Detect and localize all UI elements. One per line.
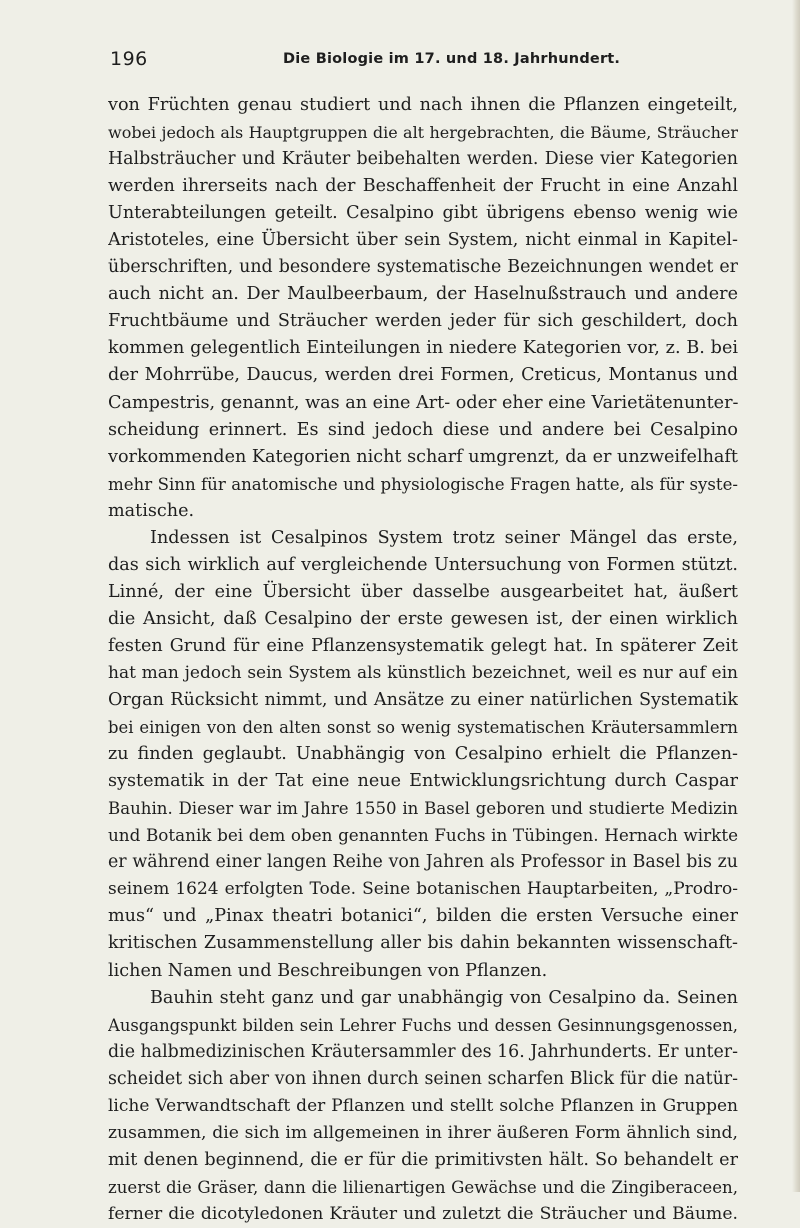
paragraph-start-line: Bauhin steht ganz und gar unabhängig von Cesalpino da. Seinen — [150, 987, 738, 1008]
text-line: Unterabteilungen geteilt. Cesalpino gibt übrigens ebenso wenig wie — [108, 203, 738, 224]
text-line: Linné, der eine Übersicht über dasselbe ausgearbeitet hat, äußert — [108, 581, 738, 602]
text-line: auch nicht an. Der Maulbeerbaum, der Haselnußstrauch und andere — [108, 284, 738, 305]
text-line: zu finden geglaubt. Unabhängig von Cesalpino erhielt die Pflanzen- — [108, 744, 738, 765]
text-line: liche Verwandtschaft der Pflanzen und stellt solche Pflanzen in Gruppen — [108, 1095, 738, 1116]
paragraph-end-line: matische. — [108, 500, 195, 521]
text-line: Aristoteles, eine Übersicht über sein System, nicht einmal in Kapitel- — [108, 230, 738, 251]
text-line: scheidet sich aber von ihnen durch seinen scharfen Blick für die natür- — [108, 1068, 738, 1089]
text-line: und Botanik bei dem oben genannten Fuchs in Tübingen. Hernach wirkte — [108, 825, 738, 846]
text-line: bei einigen von den alten sonst so wenig systematischen Kräutersammlern — [108, 718, 738, 738]
text-line: Campestris, genannt, was an eine Art- oder eher eine Varietätenunter- — [108, 392, 738, 413]
text-line: zuerst die Gräser, dann die lilienartigen Gewächse und die Zingiberaceen, — [108, 1177, 738, 1197]
text-line: kritischen Zusammenstellung aller bis dahin bekannten wissenschaft- — [108, 933, 738, 954]
text-line: wobei jedoch als Hauptgruppen die alt hergebrachten, die Bäume, Sträucher — [108, 123, 738, 143]
text-line: er während einer langen Reihe von Jahren als Professor in Basel bis zu — [108, 852, 738, 873]
text-line: werden ihrerseits nach der Beschaffenheit der Frucht in eine Anzahl — [108, 176, 738, 197]
text-line: das sich wirklich auf vergleichende Untersuchung von Formen stützt. — [108, 554, 738, 575]
page-edge-shadow — [792, 0, 800, 1192]
text-line: Fruchtbäume und Sträucher werden jeder für sich geschildert, doch — [108, 311, 738, 332]
text-line: zusammen, die sich im allgemeinen in ihrer äußeren Form ähnlich sind, — [108, 1122, 738, 1143]
text-line: von Früchten genau studiert und nach ihnen die Pflanzen eingeteilt, — [108, 95, 738, 115]
text-line: Bauhin. Dieser war im Jahre 1550 in Basel geboren und studierte Medizin — [108, 799, 738, 819]
text-line: die halbmedizinischen Kräutersammler des 16. Jahrhunderts. Er unter- — [108, 1041, 738, 1062]
text-line: systematik in der Tat eine neue Entwicklungsrichtung durch Caspar — [108, 771, 738, 792]
text-line: festen Grund für eine Pflanzensystematik gelegt hat. In späterer Zeit — [108, 635, 738, 656]
body-text — [108, 92, 738, 1228]
text-line: mit denen beginnend, die er für die primitivsten hält. So behandelt er — [108, 1149, 738, 1170]
text-line: überschriften, und besondere systematische Bezeichnungen wendet er — [108, 257, 738, 278]
paragraph-start-line: Indessen ist Cesalpinos System trotz seiner Mängel das erste, — [150, 527, 738, 548]
text-line: Organ Rücksicht nimmt, und Ansätze zu einer natürlichen Systematik — [108, 690, 738, 711]
text-line: ferner die dicotyledonen Kräuter und zuletzt die Sträucher und Bäume. — [108, 1203, 738, 1224]
text-line: Halbsträucher und Kräuter beibehalten werden. Diese vier Kategorien — [108, 149, 738, 170]
text-line: mehr Sinn für anatomische und physiologische Fragen hatte, als für syste- — [108, 474, 738, 494]
text-line: mus“ und „Pinax theatri botanici“, bilden die ersten Versuche einer — [108, 906, 738, 927]
text-line: scheidung erinnert. Es sind jedoch diese und andere bei Cesalpino — [108, 419, 738, 440]
text-line: der Mohrrübe, Daucus, werden drei Formen, Creticus, Montanus und — [108, 365, 738, 386]
text-line: Ausgangspunkt bilden sein Lehrer Fuchs und dessen Gesinnungsgenossen, — [108, 1015, 738, 1035]
text-line: hat man jedoch sein System als künstlich bezeichnet, weil es nur auf ein — [108, 662, 738, 683]
text-line: die Ansicht, daß Cesalpino der erste gewesen ist, der einen wirklich — [108, 608, 738, 629]
running-title: Die Biologie im 17. und 18. Jahrhundert. — [283, 51, 621, 67]
page-header — [110, 48, 738, 76]
text-line: vorkommenden Kategorien nicht scharf umgrenzt, da er unzweifelhaft — [108, 446, 738, 467]
paragraph-end-line: lichen Namen und Beschreibungen von Pflanzen. — [108, 960, 548, 981]
text-line: seinem 1624 erfolgten Tode. Seine botanischen Hauptarbeiten, „Prodro- — [108, 879, 738, 900]
text-line: kommen gelegentlich Einteilungen in niedere Kategorien vor, z. B. bei — [108, 338, 738, 359]
page-number: 196 — [110, 48, 148, 70]
